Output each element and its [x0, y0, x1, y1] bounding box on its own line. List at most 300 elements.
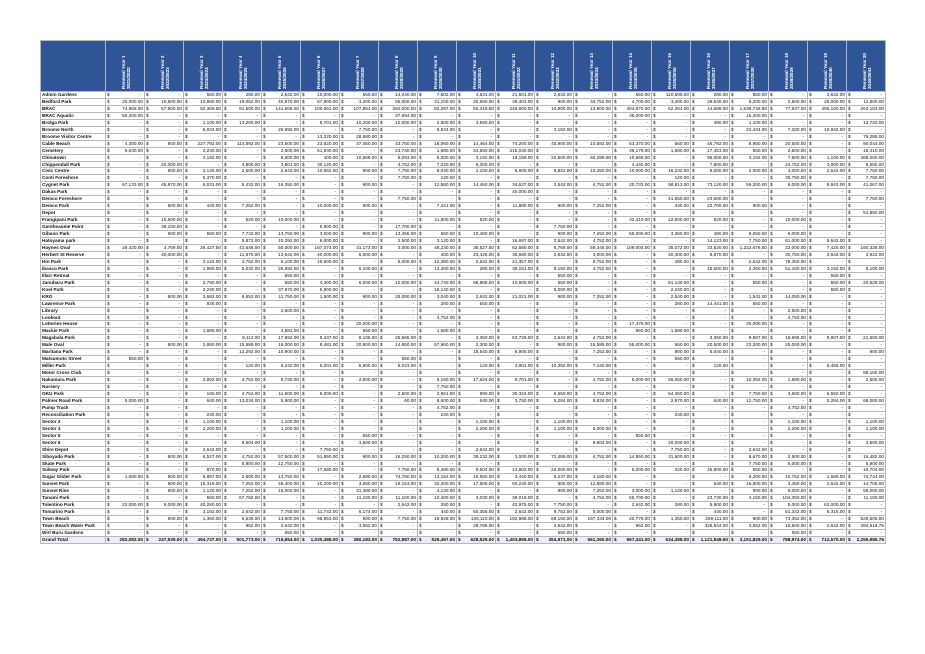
cell-amount: - [568, 328, 570, 334]
currency-symbol: $ [848, 119, 851, 125]
value-cell [340, 244, 379, 251]
value-cell [106, 495, 145, 502]
value-cell [730, 432, 769, 439]
cell-amount: - [139, 349, 141, 355]
value-cell [652, 523, 691, 530]
cell-amount: 16,800.00 [746, 481, 767, 487]
cell-amount: 30,120.00 [317, 161, 338, 167]
currency-symbol: $ [497, 272, 500, 278]
cell-amount: 5,900.00 [865, 460, 884, 466]
value-cell [574, 244, 613, 251]
value-cell [106, 363, 145, 370]
cell-amount: - [802, 321, 804, 327]
value-cell [535, 523, 574, 530]
cell-amount: 3,650.00 [358, 481, 377, 487]
cell-amount: 13,200.00 [239, 119, 260, 125]
currency-symbol: $ [653, 293, 656, 299]
value-cell [184, 370, 223, 377]
value-cell [340, 258, 379, 265]
value-cell [808, 119, 847, 126]
currency-symbol: $ [614, 196, 617, 202]
value-cell [262, 418, 301, 425]
cell-amount: - [295, 196, 297, 202]
currency-symbol: $ [692, 105, 695, 111]
value-cell [574, 147, 613, 154]
currency-symbol: $ [809, 293, 812, 299]
row-label: Nursery [41, 384, 106, 391]
currency-symbol: $ [497, 370, 500, 376]
currency-symbol: $ [302, 370, 305, 376]
value-cell [184, 495, 223, 502]
value-cell [106, 231, 145, 238]
currency-symbol: $ [692, 272, 695, 278]
value-cell [535, 279, 574, 286]
value-cell [652, 286, 691, 293]
value-cell [496, 537, 535, 544]
value-cell [808, 425, 847, 432]
cell-amount: - [568, 314, 570, 320]
cell-amount: - [334, 328, 336, 334]
currency-symbol: $ [692, 418, 695, 424]
cell-amount: 120.00 [479, 363, 494, 369]
value-cell [613, 453, 652, 460]
cell-amount: - [763, 384, 765, 390]
cell-amount: 561,360.00 [587, 537, 611, 542]
value-cell [808, 265, 847, 272]
currency-symbol: $ [809, 404, 812, 410]
value-cell [808, 279, 847, 286]
cell-amount: - [802, 467, 804, 473]
cell-amount: - [568, 161, 570, 167]
value-cell [418, 258, 457, 265]
currency-symbol: $ [770, 265, 773, 271]
currency-symbol: $ [458, 182, 461, 188]
cell-amount: 22,700.00 [707, 203, 728, 209]
currency-symbol: $ [419, 397, 422, 403]
value-cell [106, 272, 145, 279]
cell-amount: 7,750.00 [670, 446, 689, 452]
value-cell [730, 258, 769, 265]
value-cell [847, 105, 886, 112]
currency-symbol: $ [458, 272, 461, 278]
cell-amount: - [646, 446, 648, 452]
value-cell [613, 516, 652, 523]
value-cell [145, 502, 184, 509]
cell-amount: 900.00 [167, 481, 182, 487]
value-cell [106, 349, 145, 356]
value-cell [184, 265, 223, 272]
currency-symbol: $ [302, 203, 305, 209]
cell-amount: 2,642.00 [826, 523, 845, 529]
currency-symbol: $ [575, 203, 578, 209]
cell-amount: - [451, 446, 453, 452]
cell-amount: - [763, 432, 765, 438]
currency-symbol: $ [809, 210, 812, 216]
currency-symbol: $ [224, 502, 227, 508]
table-row [41, 265, 886, 272]
value-cell [262, 279, 301, 286]
cell-amount: 23,730.00 [707, 495, 728, 501]
value-cell [223, 377, 262, 384]
cell-amount: 11,800.00 [863, 98, 884, 104]
currency-symbol: $ [497, 286, 500, 292]
value-cell [418, 265, 457, 272]
cell-amount: - [646, 474, 648, 480]
currency-symbol: $ [692, 321, 695, 327]
table-row [41, 244, 886, 251]
cell-amount: - [646, 460, 648, 466]
year-header-label: Renewal Year 13 2033/2034 [588, 53, 599, 89]
row-label: Herbert St Reserve [41, 251, 106, 258]
value-cell [301, 502, 340, 509]
value-cell [301, 307, 340, 314]
value-cell [145, 530, 184, 537]
value-cell [457, 133, 496, 140]
value-cell [769, 119, 808, 126]
cell-amount: - [880, 203, 882, 209]
value-cell [574, 342, 613, 349]
value-cell [730, 92, 769, 99]
year-header-label: Renewal Year 14 2034/2035 [627, 53, 638, 89]
cell-amount: - [685, 314, 687, 320]
value-cell [301, 474, 340, 481]
currency-symbol: $ [185, 175, 188, 181]
row-label: Lookout [41, 314, 106, 321]
value-cell [184, 481, 223, 488]
cell-amount: - [334, 300, 336, 306]
currency-symbol: $ [731, 265, 734, 271]
value-cell [808, 147, 847, 154]
value-cell [457, 147, 496, 154]
row-label: Magabala Park [41, 335, 106, 342]
cell-amount: 59,346.00 [590, 244, 611, 250]
cell-amount: - [295, 495, 297, 501]
value-cell [340, 321, 379, 328]
currency-symbol: $ [380, 488, 383, 494]
cell-amount: - [178, 92, 180, 97]
currency-symbol: $ [614, 495, 617, 501]
cell-amount: 1,680.00 [436, 147, 455, 153]
value-cell [691, 432, 730, 439]
value-cell [847, 453, 886, 460]
currency-symbol: $ [536, 474, 539, 480]
cell-amount: - [295, 189, 297, 195]
value-cell [145, 126, 184, 133]
value-cell [691, 140, 730, 147]
value-cell [223, 293, 262, 300]
currency-symbol: $ [146, 530, 149, 536]
value-cell [301, 467, 340, 474]
value-cell [808, 217, 847, 224]
cell-amount: 280.00 [674, 502, 689, 508]
value-cell [496, 238, 535, 245]
cell-amount: 7,252.00 [592, 488, 611, 494]
cell-amount: - [139, 168, 141, 174]
currency-symbol: $ [419, 231, 422, 237]
value-cell [574, 189, 613, 196]
table-row [41, 530, 886, 537]
currency-symbol: $ [146, 307, 149, 313]
currency-symbol: $ [224, 307, 227, 313]
value-cell [262, 189, 301, 196]
currency-symbol: $ [653, 363, 656, 369]
currency-symbol: $ [380, 231, 383, 237]
value-cell [223, 203, 262, 210]
currency-symbol: $ [809, 363, 812, 369]
currency-symbol: $ [224, 244, 227, 250]
value-cell [457, 432, 496, 439]
value-cell [223, 244, 262, 251]
cell-amount: 529,497.00 [431, 537, 455, 542]
cell-amount: - [139, 425, 141, 431]
value-cell [301, 404, 340, 411]
currency-symbol: $ [731, 182, 734, 188]
value-cell [808, 224, 847, 231]
value-cell [340, 356, 379, 363]
cell-amount: - [334, 182, 336, 188]
currency-symbol: $ [302, 356, 305, 362]
cell-amount: 60.00 [404, 397, 416, 403]
cell-amount: - [607, 175, 609, 181]
currency-symbol: $ [497, 231, 500, 237]
value-cell [223, 286, 262, 293]
currency-symbol: $ [575, 231, 578, 237]
currency-symbol: $ [575, 502, 578, 508]
value-cell [808, 516, 847, 523]
cell-amount: - [490, 384, 492, 390]
currency-symbol: $ [341, 175, 344, 181]
cell-amount: - [451, 349, 453, 355]
value-cell [652, 418, 691, 425]
value-cell [184, 335, 223, 342]
cell-amount: 7,750.00 [319, 446, 338, 452]
cell-amount: 550.00 [206, 495, 221, 501]
currency-symbol: $ [419, 119, 422, 125]
currency-symbol: $ [692, 224, 695, 230]
value-cell [808, 495, 847, 502]
cell-amount: 2,200.00 [787, 425, 806, 431]
currency-symbol: $ [614, 390, 617, 396]
cell-amount: - [646, 411, 648, 417]
value-cell [301, 530, 340, 537]
value-cell [457, 439, 496, 446]
currency-symbol: $ [614, 258, 617, 264]
currency-symbol: $ [224, 474, 227, 480]
value-cell [769, 432, 808, 439]
currency-symbol: $ [692, 356, 695, 362]
table-row [41, 98, 886, 105]
value-cell [574, 217, 613, 224]
currency-symbol: $ [692, 495, 695, 501]
cell-amount: - [256, 286, 258, 292]
value-cell [379, 133, 418, 140]
currency-symbol: $ [341, 404, 344, 410]
currency-symbol: $ [692, 404, 695, 410]
currency-symbol: $ [731, 244, 734, 250]
value-cell [496, 370, 535, 377]
cell-amount: 3,192.00 [202, 509, 221, 515]
value-cell [379, 147, 418, 154]
currency-symbol: $ [263, 335, 266, 341]
currency-symbol: $ [380, 105, 383, 111]
currency-symbol: $ [497, 495, 500, 501]
cell-amount: - [217, 251, 219, 257]
cell-amount: - [373, 502, 375, 508]
currency-symbol: $ [692, 530, 695, 536]
value-cell [535, 418, 574, 425]
value-cell [340, 509, 379, 516]
value-cell [769, 467, 808, 474]
cell-amount: - [763, 133, 765, 139]
value-cell [652, 182, 691, 189]
cell-amount: 19,928.00 [434, 516, 455, 522]
currency-symbol: $ [848, 370, 851, 376]
cell-amount: 2,500.00 [397, 390, 416, 396]
cell-amount: 23,740.00 [395, 147, 416, 153]
currency-symbol: $ [341, 411, 344, 417]
currency-symbol: $ [107, 203, 110, 209]
value-cell [223, 92, 262, 99]
currency-symbol: $ [185, 363, 188, 369]
currency-symbol: $ [185, 384, 188, 390]
value-cell [262, 161, 301, 168]
cell-amount: - [139, 530, 141, 536]
currency-symbol: $ [146, 467, 149, 473]
currency-symbol: $ [146, 425, 149, 431]
value-cell [574, 467, 613, 474]
value-cell [769, 293, 808, 300]
value-cell [613, 411, 652, 418]
currency-symbol: $ [146, 356, 149, 362]
value-cell [457, 530, 496, 537]
cell-amount: 494,737.00 [197, 537, 221, 542]
cell-amount: 5,872.00 [241, 238, 260, 244]
value-cell [613, 244, 652, 251]
currency-symbol: $ [380, 279, 383, 285]
cell-amount: 2,642.00 [280, 92, 299, 97]
value-cell [808, 356, 847, 363]
cell-amount: - [841, 189, 843, 195]
value-cell [847, 460, 886, 467]
currency-symbol: $ [653, 509, 656, 515]
currency-symbol: $ [185, 335, 188, 341]
currency-symbol: $ [341, 446, 344, 452]
table-row [41, 516, 886, 523]
cell-amount: 1,100.00 [865, 425, 884, 431]
value-cell [145, 258, 184, 265]
cell-amount: 900.00 [362, 293, 377, 299]
value-cell [184, 300, 223, 307]
value-cell [145, 516, 184, 523]
currency-symbol: $ [458, 140, 461, 146]
value-cell [457, 244, 496, 251]
cell-amount: - [841, 175, 843, 181]
value-cell [613, 307, 652, 314]
currency-symbol: $ [263, 384, 266, 390]
cell-amount: - [334, 495, 336, 501]
currency-symbol: $ [302, 244, 305, 250]
currency-symbol: $ [614, 272, 617, 278]
currency-symbol: $ [185, 112, 188, 118]
cell-amount: 7,440.00 [592, 363, 611, 369]
cell-amount: 10,250.00 [590, 168, 611, 174]
value-cell [808, 126, 847, 133]
currency-symbol: $ [263, 363, 266, 369]
table-row [41, 196, 886, 203]
cell-amount: - [841, 112, 843, 118]
cell-amount: - [529, 210, 531, 216]
value-cell [535, 231, 574, 238]
cell-amount: 1,680.00 [124, 474, 143, 480]
currency-symbol: $ [185, 321, 188, 327]
cell-amount: - [178, 446, 180, 452]
value-cell [535, 244, 574, 251]
cell-amount: - [451, 460, 453, 466]
cell-amount: 30,324.00 [512, 390, 533, 396]
cell-amount: - [490, 370, 492, 376]
cell-amount: - [646, 210, 648, 216]
cell-amount: - [568, 196, 570, 202]
cell-amount: 79,285.00 [863, 133, 884, 139]
value-cell [418, 411, 457, 418]
value-cell [145, 356, 184, 363]
value-cell [145, 279, 184, 286]
cell-amount: 21,357.00 [512, 258, 533, 264]
value-cell [652, 397, 691, 404]
currency-symbol: $ [302, 342, 305, 348]
currency-symbol: $ [653, 516, 656, 522]
cell-amount: - [607, 224, 609, 230]
table-row [41, 119, 886, 126]
cell-amount: 1,680.00 [202, 328, 221, 334]
cell-amount: - [139, 377, 141, 383]
cell-amount: 40,280.00 [200, 502, 221, 508]
value-cell [301, 272, 340, 279]
currency-symbol: $ [185, 537, 188, 542]
cell-amount: 26,427.50 [200, 244, 221, 250]
currency-symbol: $ [497, 168, 500, 174]
value-cell [574, 300, 613, 307]
currency-symbol: $ [302, 481, 305, 487]
value-cell [769, 189, 808, 196]
value-cell [496, 231, 535, 238]
currency-symbol: $ [419, 467, 422, 473]
currency-symbol: $ [341, 342, 344, 348]
value-cell [418, 168, 457, 175]
currency-symbol: $ [614, 537, 617, 542]
currency-symbol: $ [341, 126, 344, 132]
value-cell [223, 210, 262, 217]
cell-amount: - [763, 502, 765, 508]
currency-symbol: $ [692, 460, 695, 466]
currency-symbol: $ [497, 175, 500, 181]
currency-symbol: $ [536, 537, 539, 542]
currency-symbol: $ [380, 523, 383, 529]
cell-amount: 23,500.00 [278, 140, 299, 146]
cell-amount: - [139, 411, 141, 417]
currency-symbol: $ [809, 328, 812, 334]
currency-symbol: $ [497, 112, 500, 118]
cell-amount: 550.00 [479, 300, 494, 306]
cell-amount: 280.00 [245, 92, 260, 97]
value-cell [379, 154, 418, 161]
cell-amount: 900.00 [362, 231, 377, 237]
value-cell [379, 453, 418, 460]
cell-amount: - [217, 349, 219, 355]
value-cell [223, 516, 262, 523]
cell-amount: 394,518.76 [860, 523, 884, 529]
cell-amount: - [217, 189, 219, 195]
